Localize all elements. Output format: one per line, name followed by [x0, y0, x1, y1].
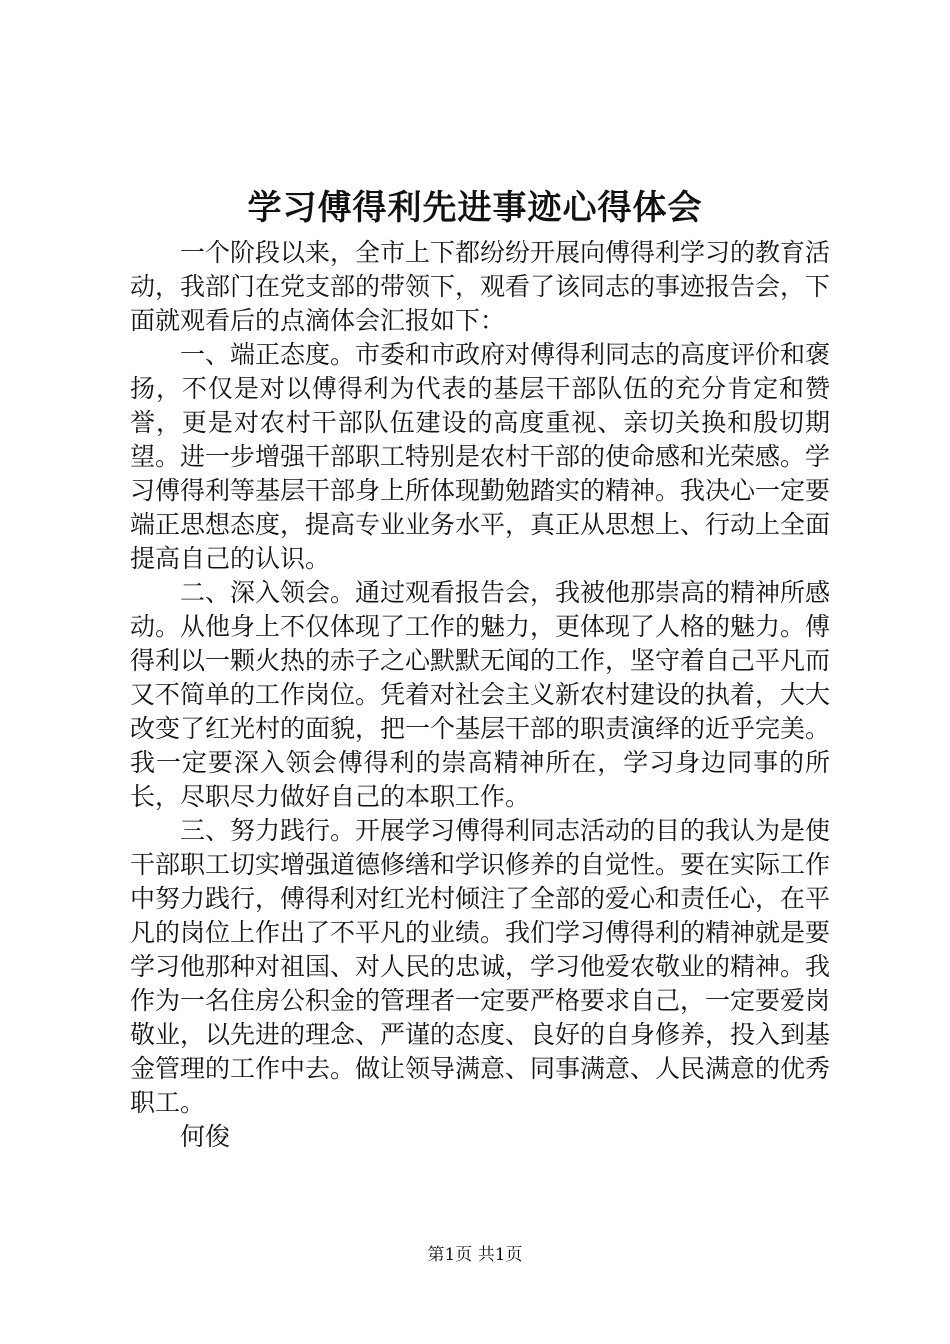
author-signature: 何俊	[180, 1122, 231, 1151]
paragraph-section-2: 二、深入领会。通过观看报告会，我被他那崇高的精神所感动。从他身上不仅体现了工作的魅力，更体现了人格的魅力。傅得利以一颗火热的赤子之心默默无闻的工作，坚守着自己平凡而又不简单的工作岗位。凭着对社会主义新农村建设的执着，大大改变了红光村的面貌，把一个基层干部的职责演绎的近乎完美。我一定要深入领会傅得利的崇高精神所在，学习身边同事的所长，尽职尽力做好自己的本职工作。	[130, 578, 831, 811]
document-title: 学习傅得利先进事迹心得体会	[247, 188, 703, 228]
paragraph-section-3: 三、努力践行。开展学习傅得利同志活动的目的我认为是使干部职工切实增强道德修缮和学识修养的自觉性。要在实际工作中努力践行，傅得利对红光村倾注了全部的爱心和责任心，在平凡的岗位上作出了不平凡的业绩。我们学习傅得利的精神就是要学习他那种对祖国、对人民的忠诚，学习他爱农敬业的精神。我作为一名住房公积金的管理者一定要严格要求自己，一定要爱岗敬业，以先进的理念、严谨的态度、良好的自身修养，投入到基金管理的工作中去。做让领导满意、同事满意、人民满意的优秀职工。	[130, 816, 831, 1117]
page-footer: 第1页 共1页	[427, 1245, 523, 1265]
paragraph-section-1: 一、端正态度。市委和市政府对傅得利同志的高度评价和褒扬，不仅是对以傅得利为代表的基层干部队伍的充分肯定和赞誉，更是对农村干部队伍建设的高度重视、亲切关换和殷切期望。进一步增强干部职工特别是农村干部的使命感和光荣感。学习傅得利等基层干部身上所体现勤勉踏实的精神。我决心一定要端正思想态度，提高专业业务水平，真正从思想上、行动上全面提高自己的认识。	[130, 340, 831, 573]
document-body	[130, 236, 830, 1154]
paragraph-intro: 一个阶段以来，全市上下都纷纷开展向傅得利学习的教育活动，我部门在党支部的带领下，观看了该同志的事迹报告会，下面就观看后的点滴体会汇报如下：	[130, 238, 831, 335]
